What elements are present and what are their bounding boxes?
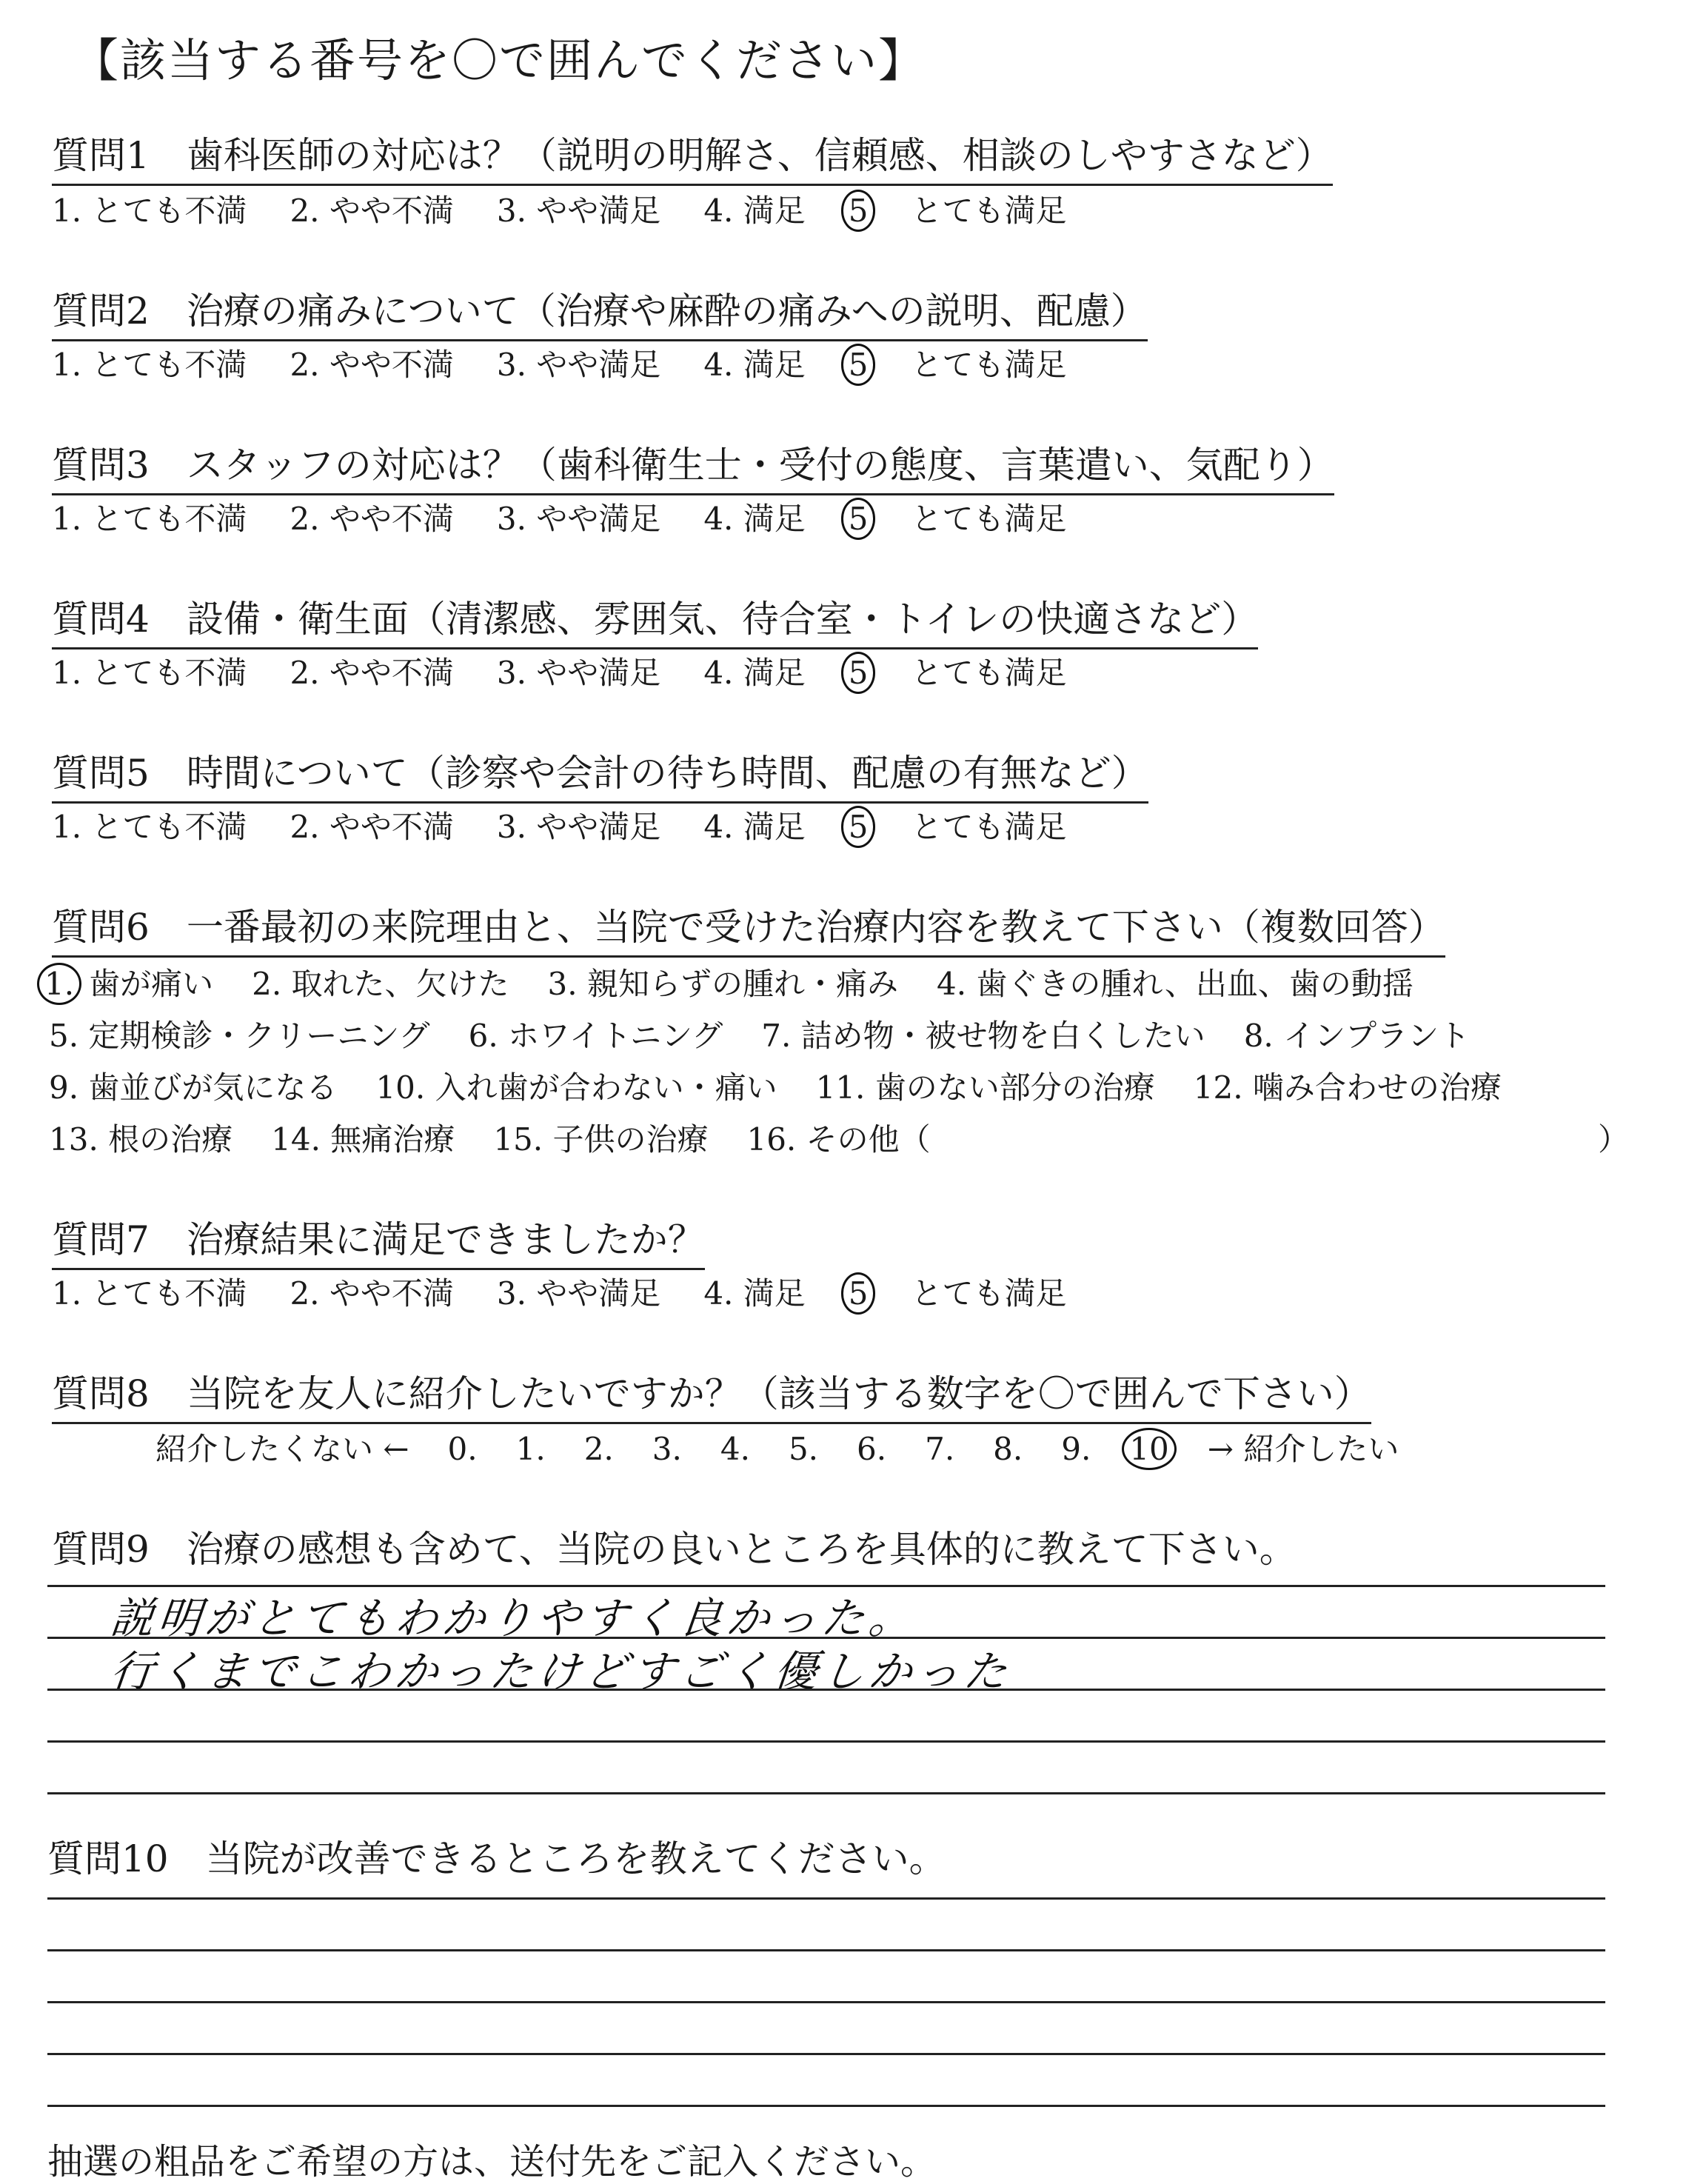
q6-option-10[interactable]: 10. 入れ歯が合わない・痛い <box>375 1069 777 1106</box>
q8-option-3[interactable]: 3. <box>652 1431 682 1467</box>
question-6-row-4 <box>49 1115 931 1160</box>
q8-right-label: → 紹介したい <box>1207 1431 1399 1467</box>
answer-line <box>47 2053 1605 2055</box>
option-5-circled[interactable]: 5 <box>848 655 869 691</box>
q8-option-4[interactable]: 4. <box>720 1431 750 1467</box>
q6-option-6[interactable]: 6. ホワイトニング <box>468 1018 723 1054</box>
option-2[interactable]: 2. やや不満 <box>290 1275 454 1312</box>
page-title: 【該当する番号を〇で囲んでください】 <box>73 33 926 87</box>
option-1[interactable]: 1. とても不満 <box>52 193 247 229</box>
question-4-label: 質問4 <box>52 598 150 641</box>
question-9-heading <box>52 1520 1297 1573</box>
q6-option-1[interactable]: 歯が痛い <box>89 966 214 1002</box>
question-5-text: 時間について（診察や会計の待ち時間、配慮の有無など） <box>186 752 1148 795</box>
question-8-heading <box>52 1364 1371 1424</box>
q6-other-close-paren: ） <box>1598 1121 1630 1158</box>
question-3-options <box>52 495 1067 539</box>
question-5-options <box>52 803 1067 847</box>
option-5-label[interactable]: とても満足 <box>911 655 1067 691</box>
option-4[interactable]: 4. 満足 <box>703 193 806 229</box>
question-2-heading <box>52 281 1148 341</box>
answer-line <box>47 1897 1605 1900</box>
option-3[interactable]: 3. やや満足 <box>496 501 661 537</box>
question-10-label: 質問10 <box>47 1837 169 1880</box>
option-3[interactable]: 3. やや満足 <box>496 347 661 383</box>
question-1-options <box>52 187 1067 231</box>
footer-cut-text: 抽選の粗品をご希望の方は、送付先をご記入ください。 <box>47 2141 937 2183</box>
question-1-label: 質問1 <box>52 134 150 177</box>
question-8-text: 当院を友人に紹介したいですか？（該当する数字を〇で囲んで下さい） <box>186 1372 1371 1415</box>
q6-option-8[interactable]: 8. インプラント <box>1243 1018 1471 1054</box>
q8-option-7[interactable]: 7. <box>925 1431 955 1467</box>
option-4[interactable]: 4. 満足 <box>703 1275 806 1312</box>
answer-line <box>47 1689 1605 1691</box>
q8-left-label: 紹介したくない ← <box>155 1431 409 1467</box>
option-1[interactable]: 1. とても不満 <box>52 1275 247 1312</box>
option-4[interactable]: 4. 満足 <box>703 347 806 383</box>
question-7-label: 質問7 <box>52 1218 150 1261</box>
question-10-text: 当院が改善できるところを教えてください。 <box>205 1837 946 1880</box>
option-5-circled[interactable]: 5 <box>848 809 869 845</box>
option-3[interactable]: 3. やや満足 <box>496 1275 661 1312</box>
q6-option-13[interactable]: 13. 根の治療 <box>49 1121 233 1158</box>
q6-option-15[interactable]: 15. 子供の治療 <box>493 1121 709 1158</box>
option-5-label[interactable]: とても満足 <box>911 1275 1067 1312</box>
question-6-label: 質問6 <box>52 906 150 949</box>
question-4-text: 設備・衛生面（清潔感、雰囲気、待合室・トイレの快適さなど） <box>186 598 1259 641</box>
option-4[interactable]: 4. 満足 <box>703 501 806 537</box>
q6-option-4[interactable]: 4. 歯ぐきの腫れ、出血、歯の動揺 <box>936 966 1414 1002</box>
option-5-circled[interactable]: 5 <box>848 193 869 229</box>
answer-line <box>47 1792 1605 1794</box>
q8-option-9[interactable]: 9. <box>1061 1431 1091 1467</box>
question-6-row-1 <box>44 960 1414 1004</box>
question-7-options <box>52 1269 1067 1314</box>
question-8-label: 質問8 <box>52 1372 150 1415</box>
question-6-text: 一番最初の来院理由と、当院で受けた治療内容を教えて下さい（複数回答） <box>186 906 1445 949</box>
option-3[interactable]: 3. やや満足 <box>496 193 661 229</box>
option-2[interactable]: 2. やや不満 <box>290 655 454 691</box>
q8-option-10-circled[interactable]: 10 <box>1129 1431 1169 1467</box>
question-3-heading <box>52 435 1334 495</box>
q8-option-0[interactable]: 0. <box>447 1431 478 1467</box>
option-2[interactable]: 2. やや不満 <box>290 347 454 383</box>
question-6-row-3 <box>49 1063 1502 1108</box>
question-1-text: 歯科医師の対応は？（説明の明解さ、信頼感、相談のしやすさなど） <box>186 134 1333 177</box>
q8-option-6[interactable]: 6. <box>857 1431 887 1467</box>
q6-option-5[interactable]: 5. 定期検診・クリーニング <box>49 1018 430 1054</box>
q6-option-2[interactable]: 2. 取れた、欠けた <box>252 966 509 1002</box>
option-4[interactable]: 4. 満足 <box>703 809 806 845</box>
q9-handwritten-line-1: 説明がとてもわかりやすく良かった。 <box>107 1593 920 1643</box>
option-2[interactable]: 2. やや不満 <box>290 809 454 845</box>
option-5-circled[interactable]: 5 <box>848 347 869 383</box>
question-7-heading <box>52 1210 705 1270</box>
question-2-text: 治療の痛みについて（治療や麻酔の痛みへの説明、配慮） <box>186 290 1148 333</box>
option-3[interactable]: 3. やや満足 <box>496 809 661 845</box>
option-4[interactable]: 4. 満足 <box>703 655 806 691</box>
q6-option-16[interactable]: 16. その他（ <box>746 1121 931 1158</box>
option-5-label[interactable]: とても満足 <box>911 501 1067 537</box>
option-1[interactable]: 1. とても不満 <box>52 809 247 845</box>
q6-option-9[interactable]: 9. 歯並びが気になる <box>49 1069 338 1106</box>
option-5-label[interactable]: とても満足 <box>911 193 1067 229</box>
q8-option-2[interactable]: 2. <box>583 1431 614 1467</box>
question-5-label: 質問5 <box>52 752 150 795</box>
answer-line <box>47 2105 1605 2107</box>
option-5-label[interactable]: とても満足 <box>911 809 1067 845</box>
option-1[interactable]: 1. とても不満 <box>52 347 247 383</box>
option-2[interactable]: 2. やや不満 <box>290 501 454 537</box>
question-4-heading <box>52 590 1258 649</box>
q6-option-14[interactable]: 14. 無痛治療 <box>271 1121 455 1158</box>
question-4-options <box>52 649 1067 693</box>
answer-line <box>47 2001 1605 2003</box>
q6-option-12[interactable]: 12. 噛み合わせの治療 <box>1193 1069 1502 1106</box>
q8-option-1[interactable]: 1. <box>515 1431 546 1467</box>
q9-handwritten-line-2: 行くまでこわかったけどすごく優しかった <box>107 1646 1014 1697</box>
option-1[interactable]: 1. とても不満 <box>52 655 247 691</box>
q6-option-11[interactable]: 11. 歯のない部分の治療 <box>815 1069 1155 1106</box>
question-6-heading <box>52 898 1445 958</box>
q8-option-5[interactable]: 5. <box>788 1431 819 1467</box>
question-10-heading <box>47 1829 946 1883</box>
question-3-label: 質問3 <box>52 444 150 487</box>
q6-option-7[interactable]: 7. 詰め物・被せ物を白くしたい <box>761 1018 1205 1054</box>
question-6-row-2 <box>49 1012 1470 1056</box>
question-9-label: 質問9 <box>52 1528 150 1571</box>
question-7-text: 治療結果に満足できましたか？ <box>186 1218 705 1261</box>
question-5-heading <box>52 744 1148 804</box>
option-5-circled[interactable]: 5 <box>848 1275 869 1312</box>
question-2-options <box>52 341 1067 385</box>
option-1[interactable]: 1. とても不満 <box>52 501 247 537</box>
question-1-heading <box>52 126 1333 186</box>
option-5-label[interactable]: とても満足 <box>911 347 1067 383</box>
q6-option-1-number-circled[interactable]: 1. <box>44 966 75 1002</box>
question-2-label: 質問2 <box>52 290 150 333</box>
answer-line <box>47 1740 1605 1743</box>
question-9-text: 治療の感想も含めて、当院の良いところを具体的に教えて下さい。 <box>186 1528 1297 1571</box>
option-2[interactable]: 2. やや不満 <box>290 193 454 229</box>
option-5-circled[interactable]: 5 <box>848 501 869 537</box>
q6-option-3[interactable]: 3. 親知らずの腫れ・痛み <box>547 966 898 1002</box>
q8-option-8[interactable]: 8. <box>993 1431 1023 1467</box>
question-8-scale <box>155 1425 1399 1469</box>
question-3-text: スタッフの対応は？（歯科衛生士・受付の態度、言葉遣い、気配り） <box>186 444 1334 487</box>
option-3[interactable]: 3. やや満足 <box>496 655 661 691</box>
answer-line <box>47 1949 1605 1951</box>
